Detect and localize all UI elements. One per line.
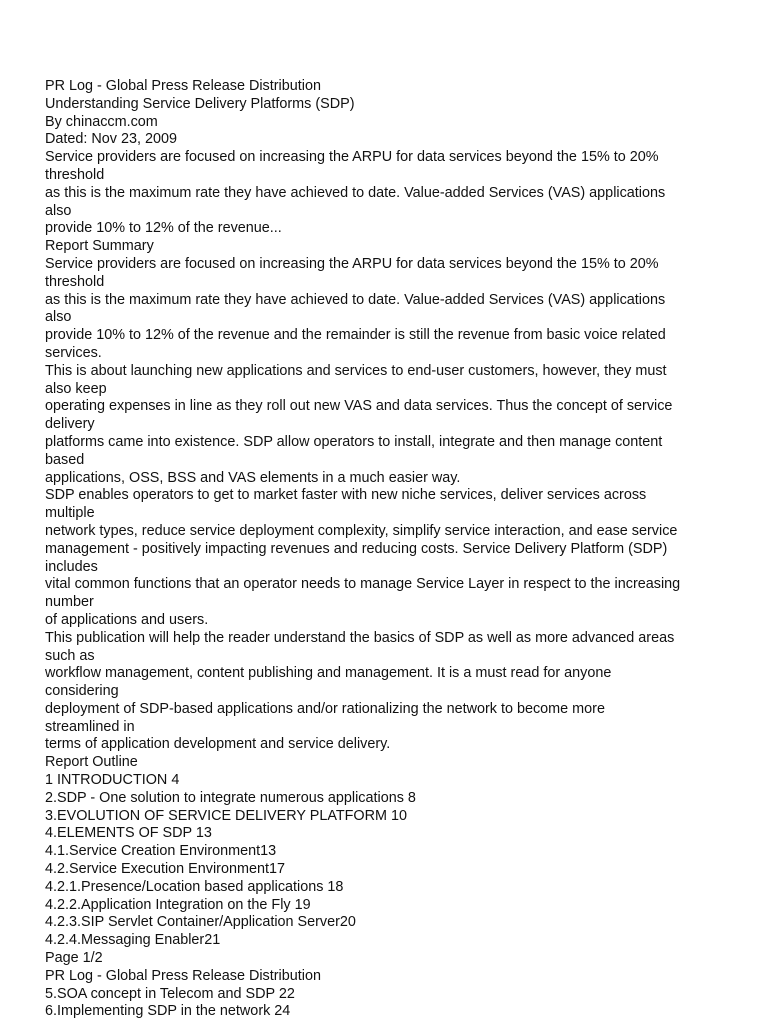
doc-line: Report Summary [45, 238, 154, 255]
doc-line: delivery [45, 416, 95, 433]
doc-line: workflow management, content publishing and management. It is a must read for anyone [45, 665, 612, 682]
doc-line: 3.EVOLUTION OF SERVICE DELIVERY PLATFORM 10 [45, 807, 408, 824]
doc-line: By chinaccm.com [45, 113, 158, 130]
doc-line: also keep [45, 380, 107, 397]
doc-line: Service providers are focused on increasing the ARPU for data services beyond the 15% to 20% [45, 149, 659, 166]
doc-line: deployment of SDP-based applications and/or rationalizing the network to become more [45, 700, 605, 717]
doc-line: 4.2.1.Presence/Location based applications 18 [45, 878, 344, 895]
doc-line: terms of application development and service delivery. [45, 736, 391, 753]
doc-line: of applications and users. [45, 611, 209, 628]
doc-line: 4.1.Service Creation Environment13 [45, 843, 277, 860]
doc-line: This publication will help the reader understand the basics of SDP as well as more advanced areas [45, 629, 675, 646]
doc-line: streamlined in [45, 718, 135, 735]
doc-line: such as [45, 647, 95, 664]
doc-line: 4.2.4.Messaging Enabler21 [45, 932, 221, 949]
doc-line: services. [45, 344, 102, 361]
doc-line: provide 10% to 12% of the revenue and the remainder is still the revenue from basic voice related [45, 327, 666, 344]
doc-line: 5.SOA concept in Telecom and SDP 22 [45, 985, 295, 1002]
doc-line: 6.Implementing SDP in the network 24 [45, 1003, 291, 1020]
doc-line: also [45, 202, 72, 219]
doc-line: 1 INTRODUCTION 4 [45, 772, 180, 789]
doc-line: management - positively impacting revenues and reducing costs. Service Delivery Platform (SDP) [45, 540, 668, 557]
doc-line: Understanding Service Delivery Platforms (SDP) [45, 95, 355, 112]
doc-line: PR Log - Global Press Release Distribution [45, 967, 321, 984]
doc-line: threshold [45, 166, 105, 183]
doc-line: operating expenses in line as they roll out new VAS and data services. Thus the concept of service [45, 398, 673, 415]
doc-line: also [45, 309, 72, 326]
doc-line: threshold [45, 273, 105, 290]
doc-line: This is about launching new applications and services to end-user customers, however, they must [45, 362, 667, 379]
doc-line: as this is the maximum rate they have achieved to date. Value-added Services (VAS) applications [45, 291, 666, 308]
document-page [45, 78, 745, 1021]
doc-line: considering [45, 683, 119, 700]
doc-line: Report Outline [45, 754, 138, 771]
doc-line: multiple [45, 505, 95, 522]
doc-line: Service providers are focused on increasing the ARPU for data services beyond the 15% to 20% [45, 255, 659, 272]
doc-line: 4.2.2.Application Integration on the Fly 19 [45, 896, 311, 913]
doc-line: PR Log - Global Press Release Distribution [45, 78, 321, 94]
doc-line: 2.SDP - One solution to integrate numerous applications 8 [45, 789, 416, 806]
doc-line: includes [45, 558, 98, 575]
doc-line: SDP enables operators to get to market faster with new niche services, deliver services across [45, 487, 647, 504]
doc-line: platforms came into existence. SDP allow operators to install, integrate and then manage content [45, 433, 663, 450]
doc-line: based [45, 451, 85, 468]
doc-line: network types, reduce service deployment complexity, simplify service interaction, and ease service [45, 522, 678, 539]
doc-line: Dated: Nov 23, 2009 [45, 131, 178, 148]
doc-line: 4.ELEMENTS OF SDP 13 [45, 825, 212, 842]
doc-line: vital common functions that an operator needs to manage Service Layer in respect to the increasing [45, 576, 681, 593]
doc-line: applications, OSS, BSS and VAS elements in a much easier way. [45, 469, 461, 486]
doc-line: as this is the maximum rate they have achieved to date. Value-added Services (VAS) applications [45, 184, 666, 201]
doc-line: number [45, 594, 94, 611]
doc-line: 4.2.3.SIP Servlet Container/Application Server20 [45, 914, 356, 931]
doc-line: 4.2.Service Execution Environment17 [45, 861, 285, 878]
doc-line: provide 10% to 12% of the revenue... [45, 220, 282, 237]
doc-line: Page 1/2 [45, 950, 103, 967]
